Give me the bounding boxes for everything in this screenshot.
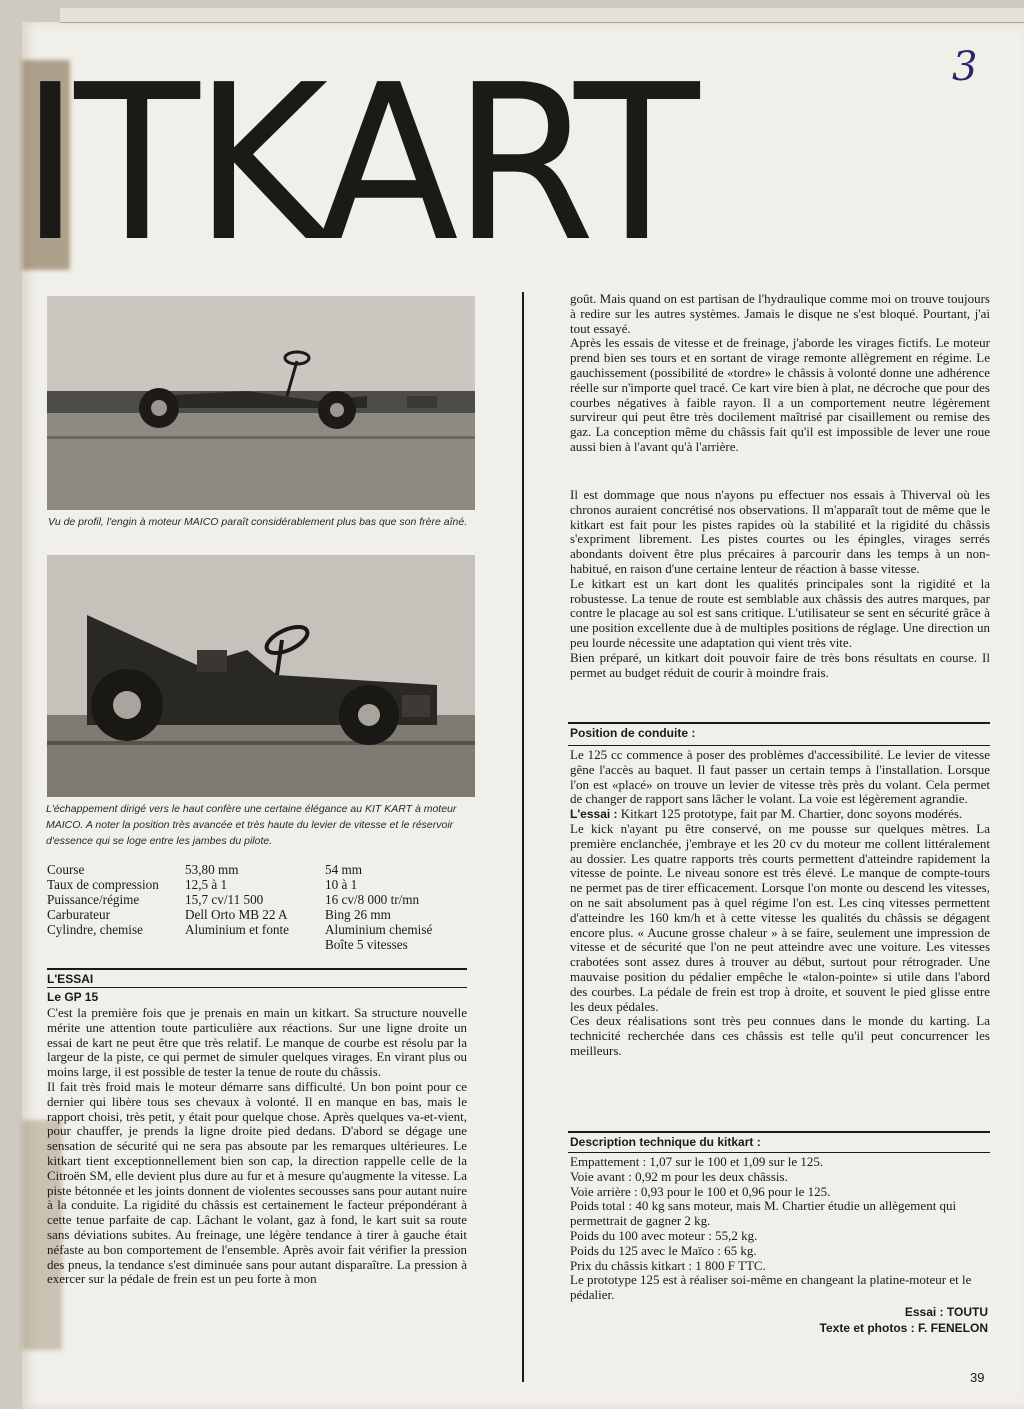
- article-title: ITKART: [20, 70, 694, 259]
- spec-row: [47, 907, 477, 922]
- spec-row: [47, 922, 477, 937]
- section-rule: [568, 745, 990, 746]
- section-rule: [47, 968, 467, 970]
- essai-credit: Essai : TOUTU: [904, 1305, 988, 1319]
- handwritten-page-mark: 3: [952, 44, 978, 90]
- spec-label: Cylindre, chemise: [47, 922, 143, 937]
- spec-row: [47, 877, 477, 892]
- position-intro-text: Le 125 cc commence à poser des problèmes d'accessibilité. Le levier de vitesse gêne l'accès au baquet. Il faut passer un certain temps à l'installation. Lorsque l'on est «placé» on trouve un levier de vitesse très près du volant. Cela permet de changer de rapport sans lâcher le volant. La voie est légèrement agrandie.: [570, 748, 990, 807]
- section-heading: Position de conduite :: [570, 726, 696, 740]
- section-heading: L'ESSAI: [47, 972, 94, 986]
- section-rule: [568, 722, 990, 724]
- section-heading: Description technique du kitkart :: [570, 1135, 761, 1149]
- spec-row: [47, 862, 477, 877]
- spec-label: [47, 937, 185, 952]
- spec-row: [47, 892, 477, 907]
- description-line: Prix du châssis kitkart : 1 800 F TTC.: [570, 1257, 766, 1273]
- spec-label: Puissance/régime: [47, 892, 140, 907]
- photo-caption: L'échappement dirigé vers le haut confère une certaine élégance au KIT KART à moteur MAICO. A noter la position très avancée et très haute du levier de vitesse et le réservoir d'essence qui se loge entre les jambes du pilote.: [46, 803, 457, 847]
- tech-description-list: [570, 1155, 990, 1303]
- spec-value-maico: [185, 937, 325, 952]
- section-subheading: Le GP 15: [47, 990, 99, 1004]
- section-rule: [568, 1152, 990, 1153]
- spec-value-maico: Aluminium et fonte: [185, 922, 290, 937]
- page-number: 39: [970, 1370, 985, 1385]
- essai-label: L'essai :: [570, 807, 618, 822]
- kart-profile-illustration: [47, 296, 475, 510]
- right-column-text-middle: Il est dommage que nous n'ayons pu effectuer nos essais à Thiverval où les chronos auraient concrétisé nos observations. Il m'apparaît tout de même que le kitkart est fait pour les pistes rapides où la stabilité et la rigidité du châssis s'expriment librement. Les pistes courtes ou les épingles, virages serrés abondants doivent être plus précaires à parcourir dans les temps à un non-habitué, en raison d'une certaine lenteur de réaction à basse vitesse. Le kitkart est un kart dont les qualités principales sont la rigidité et la robustesse. La tenue de route est semblable aux châssis des autres marques, par contre le placage au sol est sans critique. L'utilisateur se sent en sécurité grâce à une position excellente due à de multiples positions de réglage. Une direction un peu lourde nécessite une adaptation qui vient très vite. Bien préparé, un kitkart doit pouvoir faire de très bons résultats en course. Il permet au budget réduit de courir à moindre frais.: [570, 488, 990, 680]
- essai-text: Kitkart 125 prototype, fait par M. Chartier, donc soyons modérés. Le kick n'ayant pu être conservé, on me pousse sur quelques mètres. La première enclanchée, j'embraye et les 20 cv du moteur me collent littéralement au dossier. Les quatre rapports très courts permettent d'atteindre rapidement la vitesse de pointe. Le niveau sonore est très élevé. Le manque de compte-tours ne permet pas de tirer efficacement. Lorsque l'on monte ou descend les vitesses, on ne sait absolument pas à quel régime l'on est. Les cinq vitesses permettent d'atteindre les 160 km/h et à cette vitesse les qualités du châssis se dégagent encore plus. « Aucune grosse chaleur » à se faire, seulement une impression de vitesse et de sécurité que l'on ne peut atteindre avec une voiture. Les vitesses crabotées sont assez dures à trouver au début, surtout pour rétrograder. Une mauvaise position du pédalier empêche le «talon-pointe» si utile dans l'abord des courbes. La pédale de frein est trop à droite, et souvent le pied glisse entre les deux pédales. Ces deux réalisations sont très peu connues dans le monde du karting. La technicité recherchée dans ces châssis est telle qu'il peut concurrencer les meilleurs.: [570, 806, 990, 1058]
- engine-spec-table: [47, 862, 477, 952]
- description-line: Voie avant : 0,92 m pour les deux châssis.: [570, 1168, 788, 1184]
- position-body-text: [570, 748, 990, 1120]
- spec-value-gp15: Bing 26 mm: [325, 907, 391, 922]
- kart-profile-photo: [47, 296, 475, 510]
- description-line: Poids du 100 avec moteur : 55,2 kg.: [570, 1227, 758, 1243]
- description-line: Voie arrière : 0,93 pour le 100 et 0,96 pour le 125.: [570, 1183, 831, 1199]
- spec-value-maico: 15,7 cv/11 500: [185, 892, 264, 907]
- previous-page-edge: [60, 8, 1024, 23]
- spec-label: Carburateur: [47, 907, 110, 922]
- spec-value-maico: Dell Orto MB 22 A: [185, 907, 288, 922]
- spec-value-gp15: 16 cv/8 000 tr/mn: [325, 892, 420, 907]
- section-rule: [568, 1131, 990, 1133]
- spec-row: [47, 937, 477, 952]
- kart-exhaust-photo: [47, 555, 475, 797]
- spec-label: Course: [47, 862, 85, 877]
- description-line: Le prototype 125 est à réaliser soi-même en changeant la platine-moteur et le pédalier.: [570, 1272, 972, 1303]
- text-photo-credit: Texte et photos : F. FENELON: [819, 1321, 988, 1335]
- spec-value-gp15: Aluminium chemisé: [325, 922, 433, 937]
- spec-value-maico: 12,5 à 1: [185, 877, 228, 892]
- kart-exhaust-illustration: [47, 555, 475, 797]
- spec-value-maico: 53,80 mm: [185, 862, 239, 877]
- article-credits: [820, 1304, 988, 1336]
- description-line: Empattement : 1,07 sur le 100 et 1,09 sur le 125.: [570, 1154, 824, 1169]
- description-line: Poids du 125 avec le Maïco : 65 kg.: [570, 1242, 757, 1258]
- spec-value-gp15: 10 à 1: [325, 877, 358, 892]
- photo-caption: Vu de profil, l'engin à moteur MAICO paraît considérablement plus bas que son frère aîné.: [48, 516, 468, 528]
- spec-value-gp15: Boîte 5 vitesses: [325, 937, 408, 952]
- spec-label: Taux de compression: [47, 877, 159, 892]
- section-rule: [47, 987, 467, 988]
- right-column-text-top: goût. Mais quand on est partisan de l'hydraulique comme moi on trouve toujours à redire sur les autres systèmes. Jamais le disque ne s'est bloqué. Pourtant, j'ai tout essayé. Après les essais de vitesse et de freinage, j'aborde les virages fictifs. Le moteur prend bien ses tours et en sortant de virage remonte allègrement en régime. Le gauchissement (possibilité de «tordre» le châssis à volonté donne une adhérence réelle sur n'importe quel tracé. Ce kart vire bien à plat, ne décroche que pour des courbes négatives à faible rayon. Il a un comportement neutre légèrement survireur qui peut être très docilement maîtrisé par cisaillement ou remise des gaz. La conception même du châssis fait qu'il est impossible de lever une roue aussi bien à l'avant qu'à l'arrière.: [570, 292, 990, 454]
- column-divider: [522, 292, 524, 1382]
- essai-body-text: C'est la première fois que je prenais en main un kitkart. Sa structure nouvelle mérite une attention toute particulière aux réactions. Sur une ligne droite un essai de kart ne peut être que très relatif. Le manque de courbe est résolu par la largeur de la piste, ce qui permet de simuler quelques virages. En virant plus ou moins large, il est possible de tester la tenue de route du châssis. Il fait très froid mais le moteur démarre sans difficulté. Un bon point pour ce dernier qui libère tous ses chevaux à volonté. Il en manque en bas, mais le rapport choisi, très petit, y était pour quelque chose. Après quelques va-et-vient, pour chauffer, je prends la ligne droite pied dedans. D'abord se dégage une sensation de sécurité qui ne sera pas absoute par les remarques ultérieures. Le kitkart tient exceptionnellement bien son cap, la direction rappelle celle de la Citroën SM, elle devient plus dure au fur et à mesure qu'augmente la vitesse. La piste bétonnée et les joints donnent de violentes secousses sans pour autant nuire à la conduite. La rigidité du châssis est certainement le facteur prépondérant à cette tenue parfaite de cap. Lâchant le volant, gaz à fond, le kart suit sa route sans déviations subites. Au freinage, une légère tendance à tirer à gauche était néfaste au bon comportement de l'ensemble. Après avoir fait vérifier la pression des pneus, la tendance s'est diminuée sans pour autant disparaître. La pression à exercer sur la pédale de frein est un peu forte à mon: [47, 1006, 467, 1287]
- spec-value-gp15: 54 mm: [325, 862, 362, 877]
- description-line: Poids total : 40 kg sans moteur, mais M. Chartier étudie un allègement qui permettrait de gagner 2 kg.: [570, 1198, 957, 1229]
